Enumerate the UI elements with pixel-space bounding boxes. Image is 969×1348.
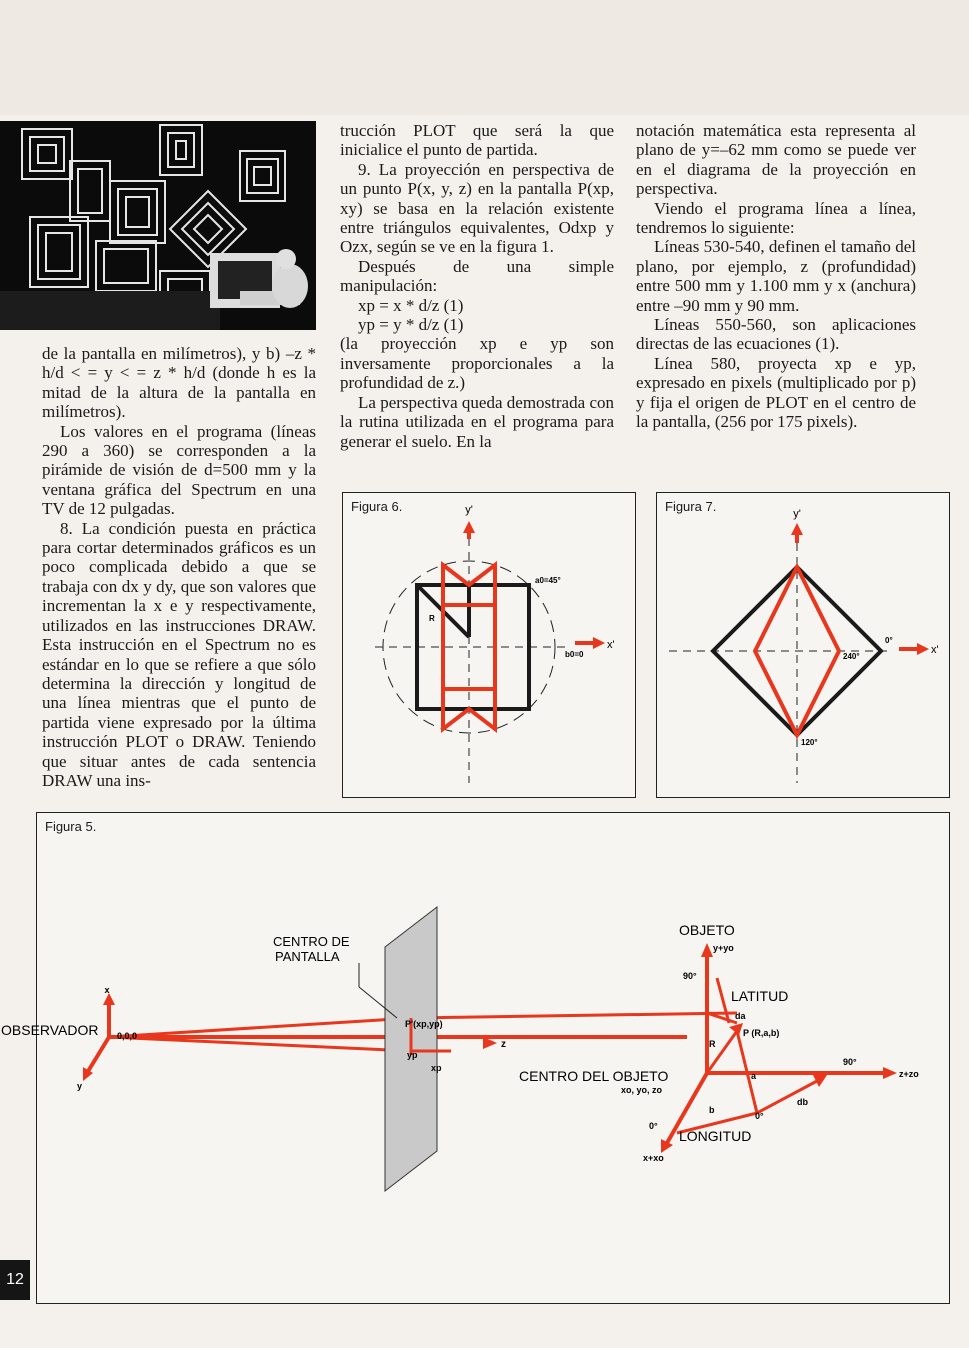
point-label: P (R,a,b) (743, 1028, 780, 1038)
paragraph: La perspectiva queda demostrada con la rutina utilizada en el programa para generar el suelo. En la (340, 392, 614, 451)
text-column-1 (42, 344, 316, 790)
paragraph: Líneas 550-560, son aplicaciones directas de las ecuaciones (1). (636, 315, 916, 354)
angle-label: 0° (755, 1111, 764, 1121)
z-axis-label: z (501, 1039, 506, 1050)
paragraph: Después de una simple manipulación: (340, 256, 614, 296)
paragraph: Líneas 530-540, definen el tamaño del plano, por ejemplo, z (profundidad) entre 500 mm y 1.100 mm y x (anchura) entre –90 mm y 90 mm. (636, 237, 916, 315)
db-label: db (797, 1097, 808, 1107)
xp-label: xp (431, 1063, 442, 1073)
axis-label: z+zo (899, 1069, 919, 1079)
object-center-label: CENTRO DEL OBJETO (519, 1068, 669, 1084)
paragraph: (la proyección xp e yp son inversamente proporcionales a la profundidad de z.) (340, 334, 614, 393)
a-label: a (751, 1071, 757, 1081)
da-label: da (735, 1011, 746, 1021)
paragraph: Los valores en el programa (líneas 290 a 360) se corresponden a la pirámide de visión de d=500 mm y la ventana gráfica del Spectrum en una TV de 12 pulgadas. (42, 421, 316, 519)
figure-6 (342, 492, 636, 798)
paragraph: Línea 580, proyecta xp e yp, expresado en pixels (multiplicado por p) y fija el origen de PLOT en el centro de la pantalla, (256 por 175 pixels). (636, 353, 916, 432)
axis-label: y+yo (713, 943, 734, 953)
projection-point-label: P'(xp,yp) (405, 1019, 443, 1029)
paragraph: trucción PLOT que será la que inicialice el punto de partida. (340, 121, 614, 160)
radius-label: R (429, 614, 435, 623)
page-number: 12 (0, 1260, 30, 1300)
y-axis-label: y (77, 1081, 83, 1091)
paragraph: Viendo el programa línea a línea, tendremos lo siguiente: (636, 198, 916, 238)
paragraph: 8. La condición puesta en práctica para cortar determinados gráficos es un poco complicada debido a que se trabaja con dx y dy, que son valores que incrementan la x e y respectivamente, utilizados en las instrucciones DRAW. Esta instrucción en el Spectrum no es estándar en lo que se refiere a que sólo determina la dirección y longitud de una línea mientras que el punto de partida viene expresado por la última instrucción PLOT o DRAW. Teniendo que situar antes de cada sentencia DRAW una ins- (42, 518, 316, 790)
angle-label: 240° (843, 652, 860, 661)
origin-label: 0,0,0 (117, 1031, 138, 1041)
x-axis-label: x' (931, 644, 939, 656)
paragraph: de la pantalla en milímetros), y b) –z * h/d < = y < = z * h/d (donde h es la mitad de la altura de la pantalla en milímetros). (42, 344, 316, 422)
page-top-band (0, 0, 969, 115)
b-label: b (709, 1105, 715, 1115)
yp-label: yp (407, 1050, 418, 1060)
radius-label: R (709, 1039, 716, 1049)
latitude-label: LATITUD (731, 988, 789, 1004)
figure-caption: Figura 5. (45, 819, 97, 834)
figure-caption: Figura 6. (351, 499, 403, 514)
figure-caption: Figura 7. (665, 499, 717, 514)
screen-center-label: PANTALLA (275, 949, 340, 964)
angle-label: 0° (885, 636, 893, 645)
angle-label: b0=0 (565, 650, 584, 659)
observer-label: OBSERVADOR (1, 1022, 99, 1038)
text-column-3 (636, 121, 916, 432)
longitude-label: LONGITUD (679, 1128, 752, 1144)
equation: xp = x * d/z (1) (358, 295, 464, 315)
figure-7 (656, 492, 950, 798)
paragraph: 9. La proyección en perspectiva de un punto P(x, y, z) en la pantalla P(xp, xy) se basa en la relación existente entre triángulos equivalentes, Odxp y Ozx, según se ve en la figura 1. (340, 159, 614, 257)
equation: yp = y * d/z (1) (358, 315, 464, 335)
object-label: OBJETO (679, 922, 735, 938)
angle-label: a0=45° (535, 576, 561, 585)
y-axis-label: y' (793, 508, 801, 520)
paragraph: notación matemática esta representa al plano de y=–62 mm como se puede ver en el diagrama de la proyección en perspectiva. (636, 121, 916, 199)
axis-label: x+xo (643, 1153, 664, 1163)
angle-label: 0° (649, 1121, 658, 1131)
y-axis-label: y' (465, 504, 473, 516)
object-center-coords: xo, yo, zo (621, 1085, 663, 1095)
computer-art-photo (0, 121, 316, 330)
screen-center-label: CENTRO DE (273, 934, 350, 949)
angle-label: 90° (843, 1057, 857, 1067)
x-axis-label: x (104, 985, 110, 995)
angle-label: 120° (801, 738, 818, 747)
angle-label: 90° (683, 971, 697, 981)
x-axis-label: x' (607, 639, 615, 651)
text-column-2 (340, 121, 614, 451)
